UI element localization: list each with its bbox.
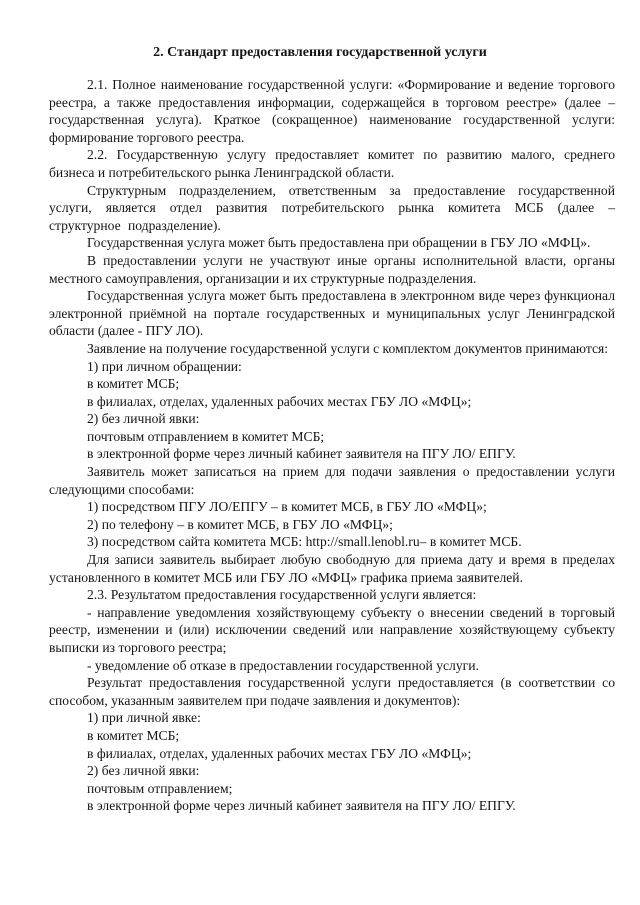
- paragraph-structural-unit: Структурным подразделением, ответственным за предоставление государственной услуги, является отдел развития потребительского рынка комитета МСБ (далее – структурное подразделение).: [49, 182, 615, 233]
- result-item: - уведомление об отказе в предоставлении государственной услуги.: [87, 657, 479, 673]
- list-item: почтовым отправлением;: [87, 780, 233, 796]
- paragraph-schedule: Для записи заявитель выбирает любую свободную для приема дату и время в пределах установленного в комитет МСБ или ГБУ ЛО «МФЦ» графика приема заявителей.: [49, 552, 615, 585]
- list-item: 2) по телефону – в комитет МСБ, в ГБУ ЛО «МФЦ»;: [87, 516, 393, 532]
- list-item: 2) без личной явки:: [87, 411, 200, 427]
- list-item: в электронной форме через личный кабинет заявителя на ПГУ ЛО/ ЕПГУ.: [87, 798, 516, 814]
- result-item: - направление уведомления хозяйствующему субъекту о внесении сведений в торговый реестр, изменении и (или) исключении сведений или направление хозяйствующему субъекту выписки из торгового реестра;: [49, 604, 615, 655]
- list-item: в электронной форме через личный кабинет заявителя на ПГУ ЛО/ ЕПГУ.: [87, 446, 516, 462]
- list-item: 2) без личной явки:: [87, 763, 200, 779]
- paragraph-2-2: 2.2. Государственную услугу предоставляет комитет по развитию малого, среднего бизнеса и потребительского рынка Ленинградской области.: [49, 147, 615, 180]
- paragraph-appointment: Заявитель может записаться на прием для подачи заявления о предоставлении услуги следующими способами:: [49, 464, 615, 497]
- paragraph-other-bodies: В предоставлении услуги не участвуют иные органы исполнительной власти, органы местного самоуправления, организации и их структурные подразделения.: [49, 252, 615, 286]
- list-item: 1) посредством ПГУ ЛО/ЕПГУ – в комитет МСБ, в ГБУ ЛО «МФЦ»;: [87, 499, 487, 515]
- paragraph-application: Заявление на получение государственной услуги с комплектом документов принимаются:: [87, 340, 609, 356]
- list-item: в комитет МСБ;: [87, 727, 180, 743]
- list-item: в комитет МСБ;: [87, 376, 180, 392]
- document-body: [49, 76, 615, 815]
- list-item: 3) посредством сайта комитета МСБ: http://small.lenobl.ru– в комитет МСБ.: [87, 534, 522, 550]
- paragraph-mfc: Государственная услуга может быть предоставлена при обращении в ГБУ ЛО «МФЦ».: [87, 235, 591, 251]
- list-item: в филиалах, отделах, удаленных рабочих местах ГБУ ЛО «МФЦ»;: [87, 745, 472, 761]
- section-title: 2. Стандарт предоставления государственной услуги: [153, 45, 487, 60]
- paragraph-result-delivery: Результат предоставления государственной услуги предоставляется (в соответствии со способом, указанным заявителем при подаче заявления и документов):: [49, 675, 615, 708]
- paragraph-2-1: 2.1. Полное наименование государственной услуги: «Формирование и ведение торгового реестра, а также предоставления информации, содержащейся в торговом реестре» (далее – государственная услуга). Краткое (сокращенное) наименование государственной услуги: формирование торгового реестра.: [49, 77, 615, 145]
- paragraph-electronic: Государственная услуга может быть предоставлена в электронном виде через функционал электронной приёмной на портале государственных и муниципальных услуг Ленинградской области (далее - ПГУ ЛО).: [49, 288, 615, 339]
- list-item: почтовым отправлением в комитет МСБ;: [87, 428, 325, 444]
- paragraph-2-3: 2.3. Результатом предоставления государственной услуги является:: [87, 587, 477, 603]
- list-item: 1) при личном обращении:: [87, 358, 242, 374]
- list-item: 1) при личной явке:: [87, 710, 201, 726]
- list-item: в филиалах, отделах, удаленных рабочих местах ГБУ ЛО «МФЦ»;: [87, 393, 472, 409]
